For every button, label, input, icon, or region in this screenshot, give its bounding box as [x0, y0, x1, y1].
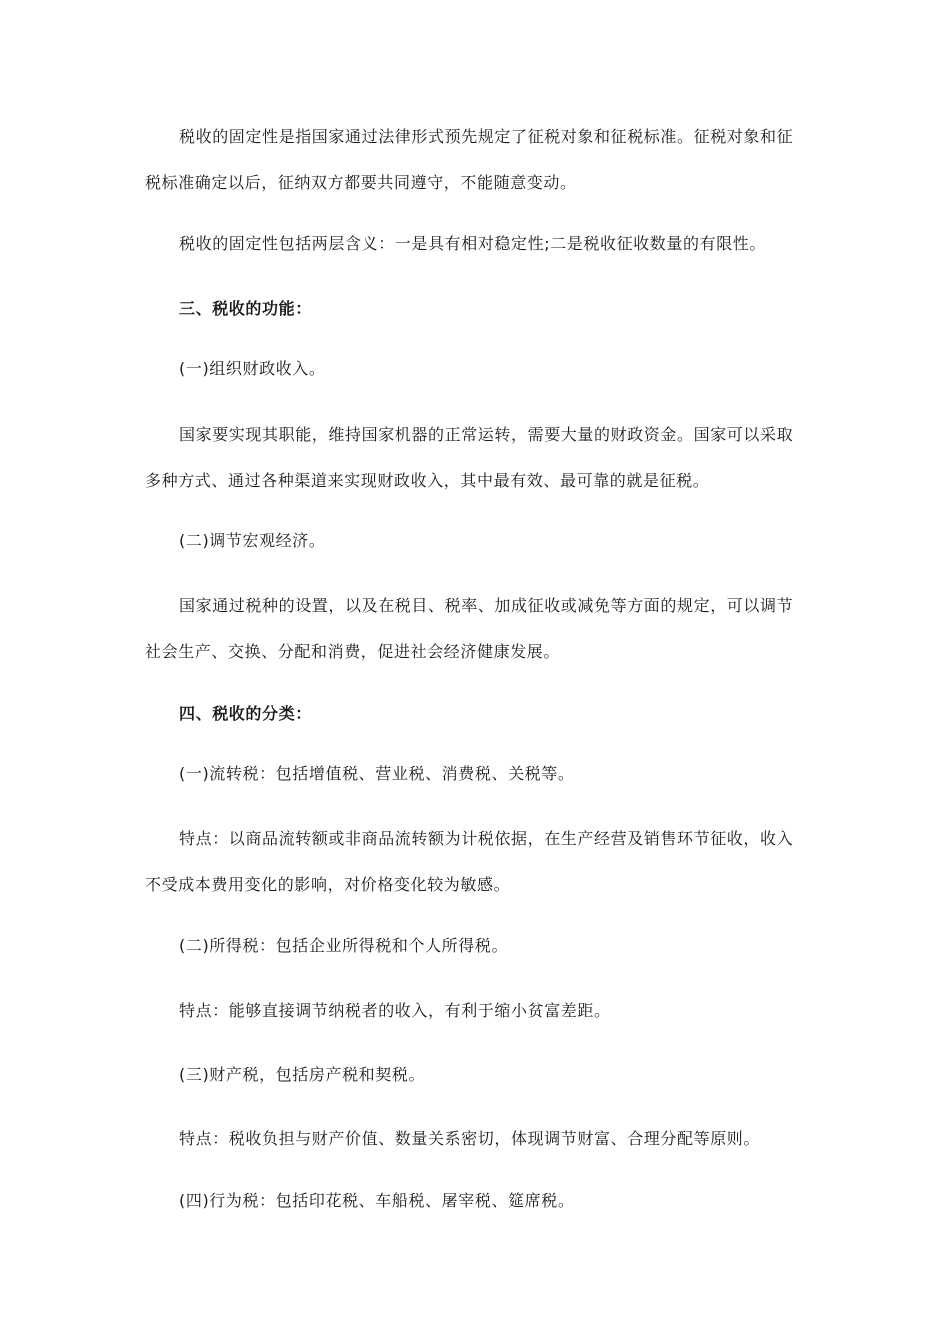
paragraph-fixedness-meaning: 税收的固定性包括两层含义：一是具有相对稳定性;二是税收征收数量的有限性。	[179, 234, 766, 253]
subheading-turnover-tax: (一)流转税：包括增值税、营业税、消费税、关税等。	[179, 764, 575, 783]
paragraph-turnover-tax-features: 特点：以商品流转额或非商品流转额为计税依据，在生产经营及销售环节征收，收入不受成本费用变化的影响，对价格变化较为敏感。	[145, 829, 794, 894]
subheading-fiscal-revenue: (一)组织财政收入。	[179, 359, 326, 378]
paragraph-macro-regulation: 国家通过税种的设置，以及在税目、税率、加成征收或减免等方面的规定，可以调节社会生产、交换、分配和消费，促进社会经济健康发展。	[145, 596, 794, 661]
subheading-income-tax: (二)所得税：包括企业所得税和个人所得税。	[179, 936, 509, 955]
section-heading-functions: 三、税收的功能：	[179, 299, 312, 318]
subheading-macro-regulation: (二)调节宏观经济。	[179, 531, 326, 550]
paragraph-property-tax-features: 特点：税收负担与财产价值、数量关系密切，体现调节财富、合理分配等原则。	[179, 1129, 761, 1148]
subheading-property-tax: (三)财产税，包括房产税和契税。	[179, 1065, 426, 1084]
paragraph-fiscal-revenue: 国家要实现其职能，维持国家机器的正常运转，需要大量的财政资金。国家可以采取多种方式、通过各种渠道来实现财政收入，其中最有效、最可靠的就是征税。	[145, 425, 794, 490]
paragraph-income-tax-features: 特点：能够直接调节纳税者的收入，有利于缩小贫富差距。	[179, 1001, 611, 1020]
subheading-behavior-tax: (四)行为税：包括印花税、车船税、屠宰税、筵席税。	[179, 1191, 575, 1210]
paragraph-fixedness-definition: 税收的固定性是指国家通过法律形式预先规定了征税对象和征税标准。征税对象和征税标准确定以后，征纳双方都要共同遵守，不能随意变动。	[145, 127, 794, 192]
section-heading-classification: 四、税收的分类：	[179, 704, 312, 723]
